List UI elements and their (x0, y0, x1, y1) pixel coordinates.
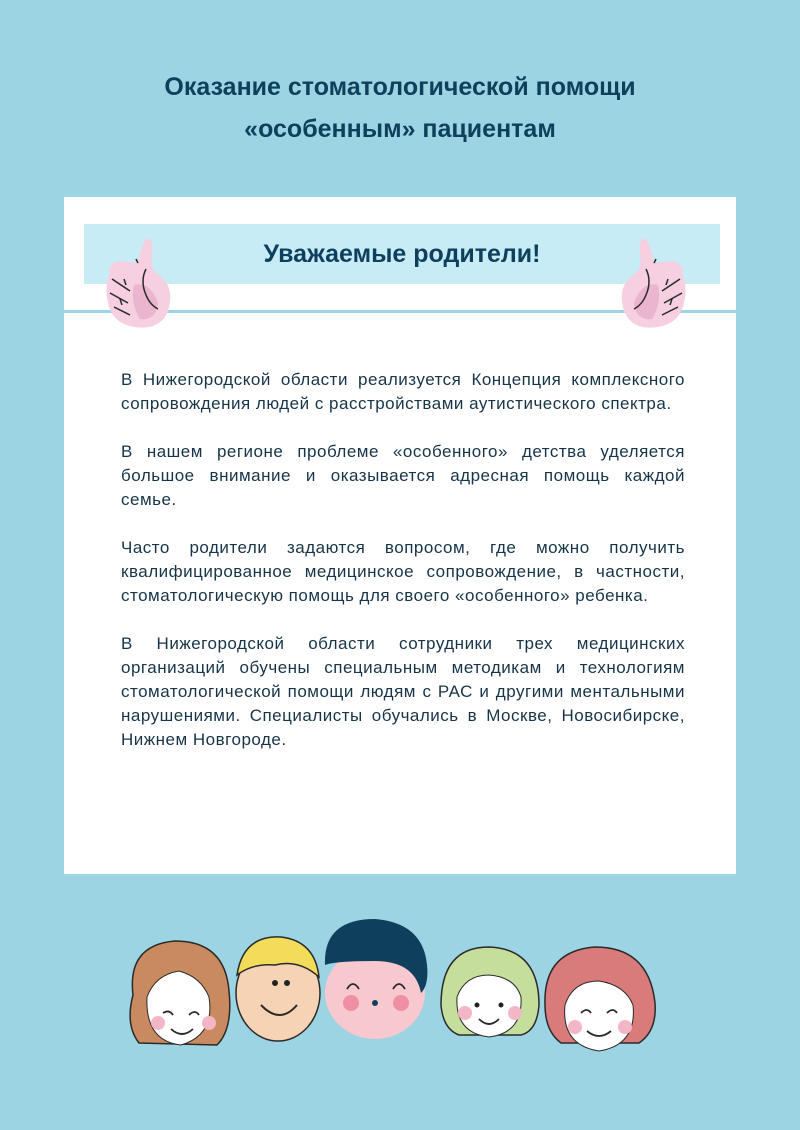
boy-dark-hair-face-icon (325, 919, 427, 1039)
boy-blond-hair-face-icon (236, 937, 320, 1041)
banner-title: Уважаемые родители! (263, 239, 541, 268)
thumbs-up-hand-icon (90, 233, 190, 333)
girl-red-hair-face-icon (545, 947, 655, 1051)
page-title (0, 66, 800, 150)
body-text (121, 368, 685, 776)
girl-brown-hair-face-icon (130, 941, 230, 1045)
kids-faces-illustration (125, 905, 685, 1055)
girl-green-hair-face-icon (441, 947, 539, 1037)
paragraph-3: Часто родители задаются вопросом, где можно получить квалифицированное медицинское сопровождение, в частности, стоматологическую помощь для своего «особенного» ребенка. (121, 538, 685, 605)
title-line-1: Оказание стоматологической помощи (164, 73, 636, 101)
paragraph-2: В нашем регионе проблеме «особенного» детства уделяется большое внимание и оказывается адресная помощь каждой семье. (121, 442, 685, 509)
title-line-2: «особенным» пациентам (244, 115, 556, 143)
paragraph-4: В Нижегородской области сотрудники трех медицинских организаций обучены специальным методикам и технологиям стоматологической помощи людям с РАС и другими ментальными нарушениями. Специалисты обучались в Москве, Новосибирске, Нижнем Новгороде. (121, 634, 685, 749)
content-card (64, 197, 736, 874)
paragraph-1: В Нижегородской области реализуется Концепция комплексного сопровождения людей с расстройствами аутистического спектра. (121, 370, 685, 413)
thumbs-up-hand-icon (602, 233, 702, 333)
